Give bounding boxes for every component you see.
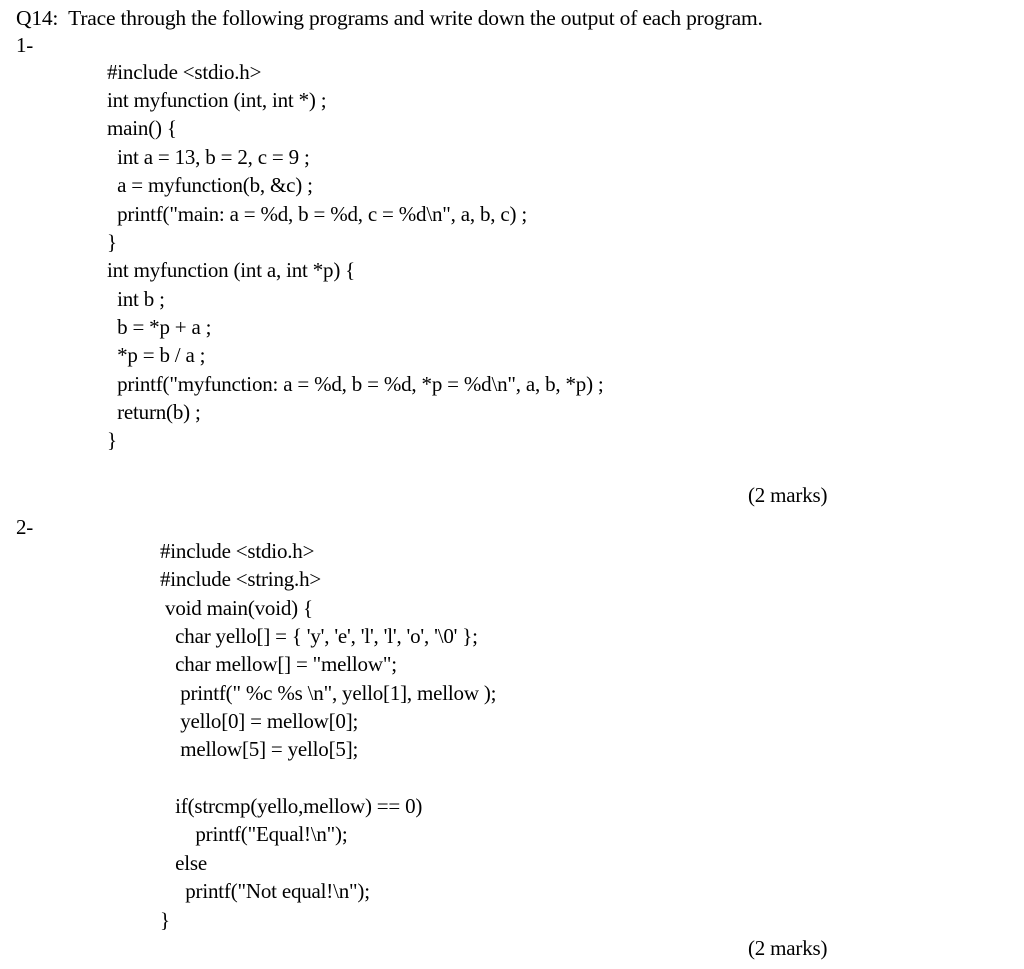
code-line: #include <stdio.h> [160,539,315,563]
code-line: mellow[5] = yello[5]; [160,737,359,761]
code-line: } [107,428,117,452]
program-1-number: 1- [16,33,34,57]
code-line: int myfunction (int, int *) ; [107,88,327,112]
code-line: a = myfunction(b, &c) ; [107,173,313,197]
program-2-number: 2- [16,515,34,539]
code-line: char yello[] = { 'y', 'e', 'l', 'l', 'o', '\0' }; [160,624,478,648]
program-1-marks: (2 marks) [748,483,828,507]
code-line: printf("Equal!\n"); [160,822,348,846]
program-2-marks: (2 marks) [748,936,828,960]
code-line: void main(void) { [160,596,313,620]
code-line: b = *p + a ; [107,315,212,339]
code-line: int a = 13, b = 2, c = 9 ; [107,145,310,169]
code-line: printf(" %c %s \n", yello[1], mellow ); [160,681,497,705]
code-line: *p = b / a ; [107,343,206,367]
code-line: printf("myfunction: a = %d, b = %d, *p = %d\n", a, b, *p) ; [107,372,604,396]
code-line: main() { [107,116,177,140]
code-line: int myfunction (int a, int *p) { [107,258,356,282]
code-line: else [160,851,207,875]
code-line: yello[0] = mellow[0]; [160,709,359,733]
question-title: Q14: Trace through the following programs and write down the output of each program. [16,6,763,30]
code-line: } [107,230,117,254]
code-line: #include <stdio.h> [107,60,262,84]
code-line: printf("Not equal!\n"); [160,879,370,903]
code-line: return(b) ; [107,400,201,424]
code-line: char mellow[] = "mellow"; [160,652,397,676]
code-line: if(strcmp(yello,mellow) == 0) [160,794,423,818]
code-line: int b ; [107,287,165,311]
code-line: #include <string.h> [160,567,322,591]
code-line: printf("main: a = %d, b = %d, c = %d\n", a, b, c) ; [107,202,527,226]
code-line: } [160,908,170,932]
